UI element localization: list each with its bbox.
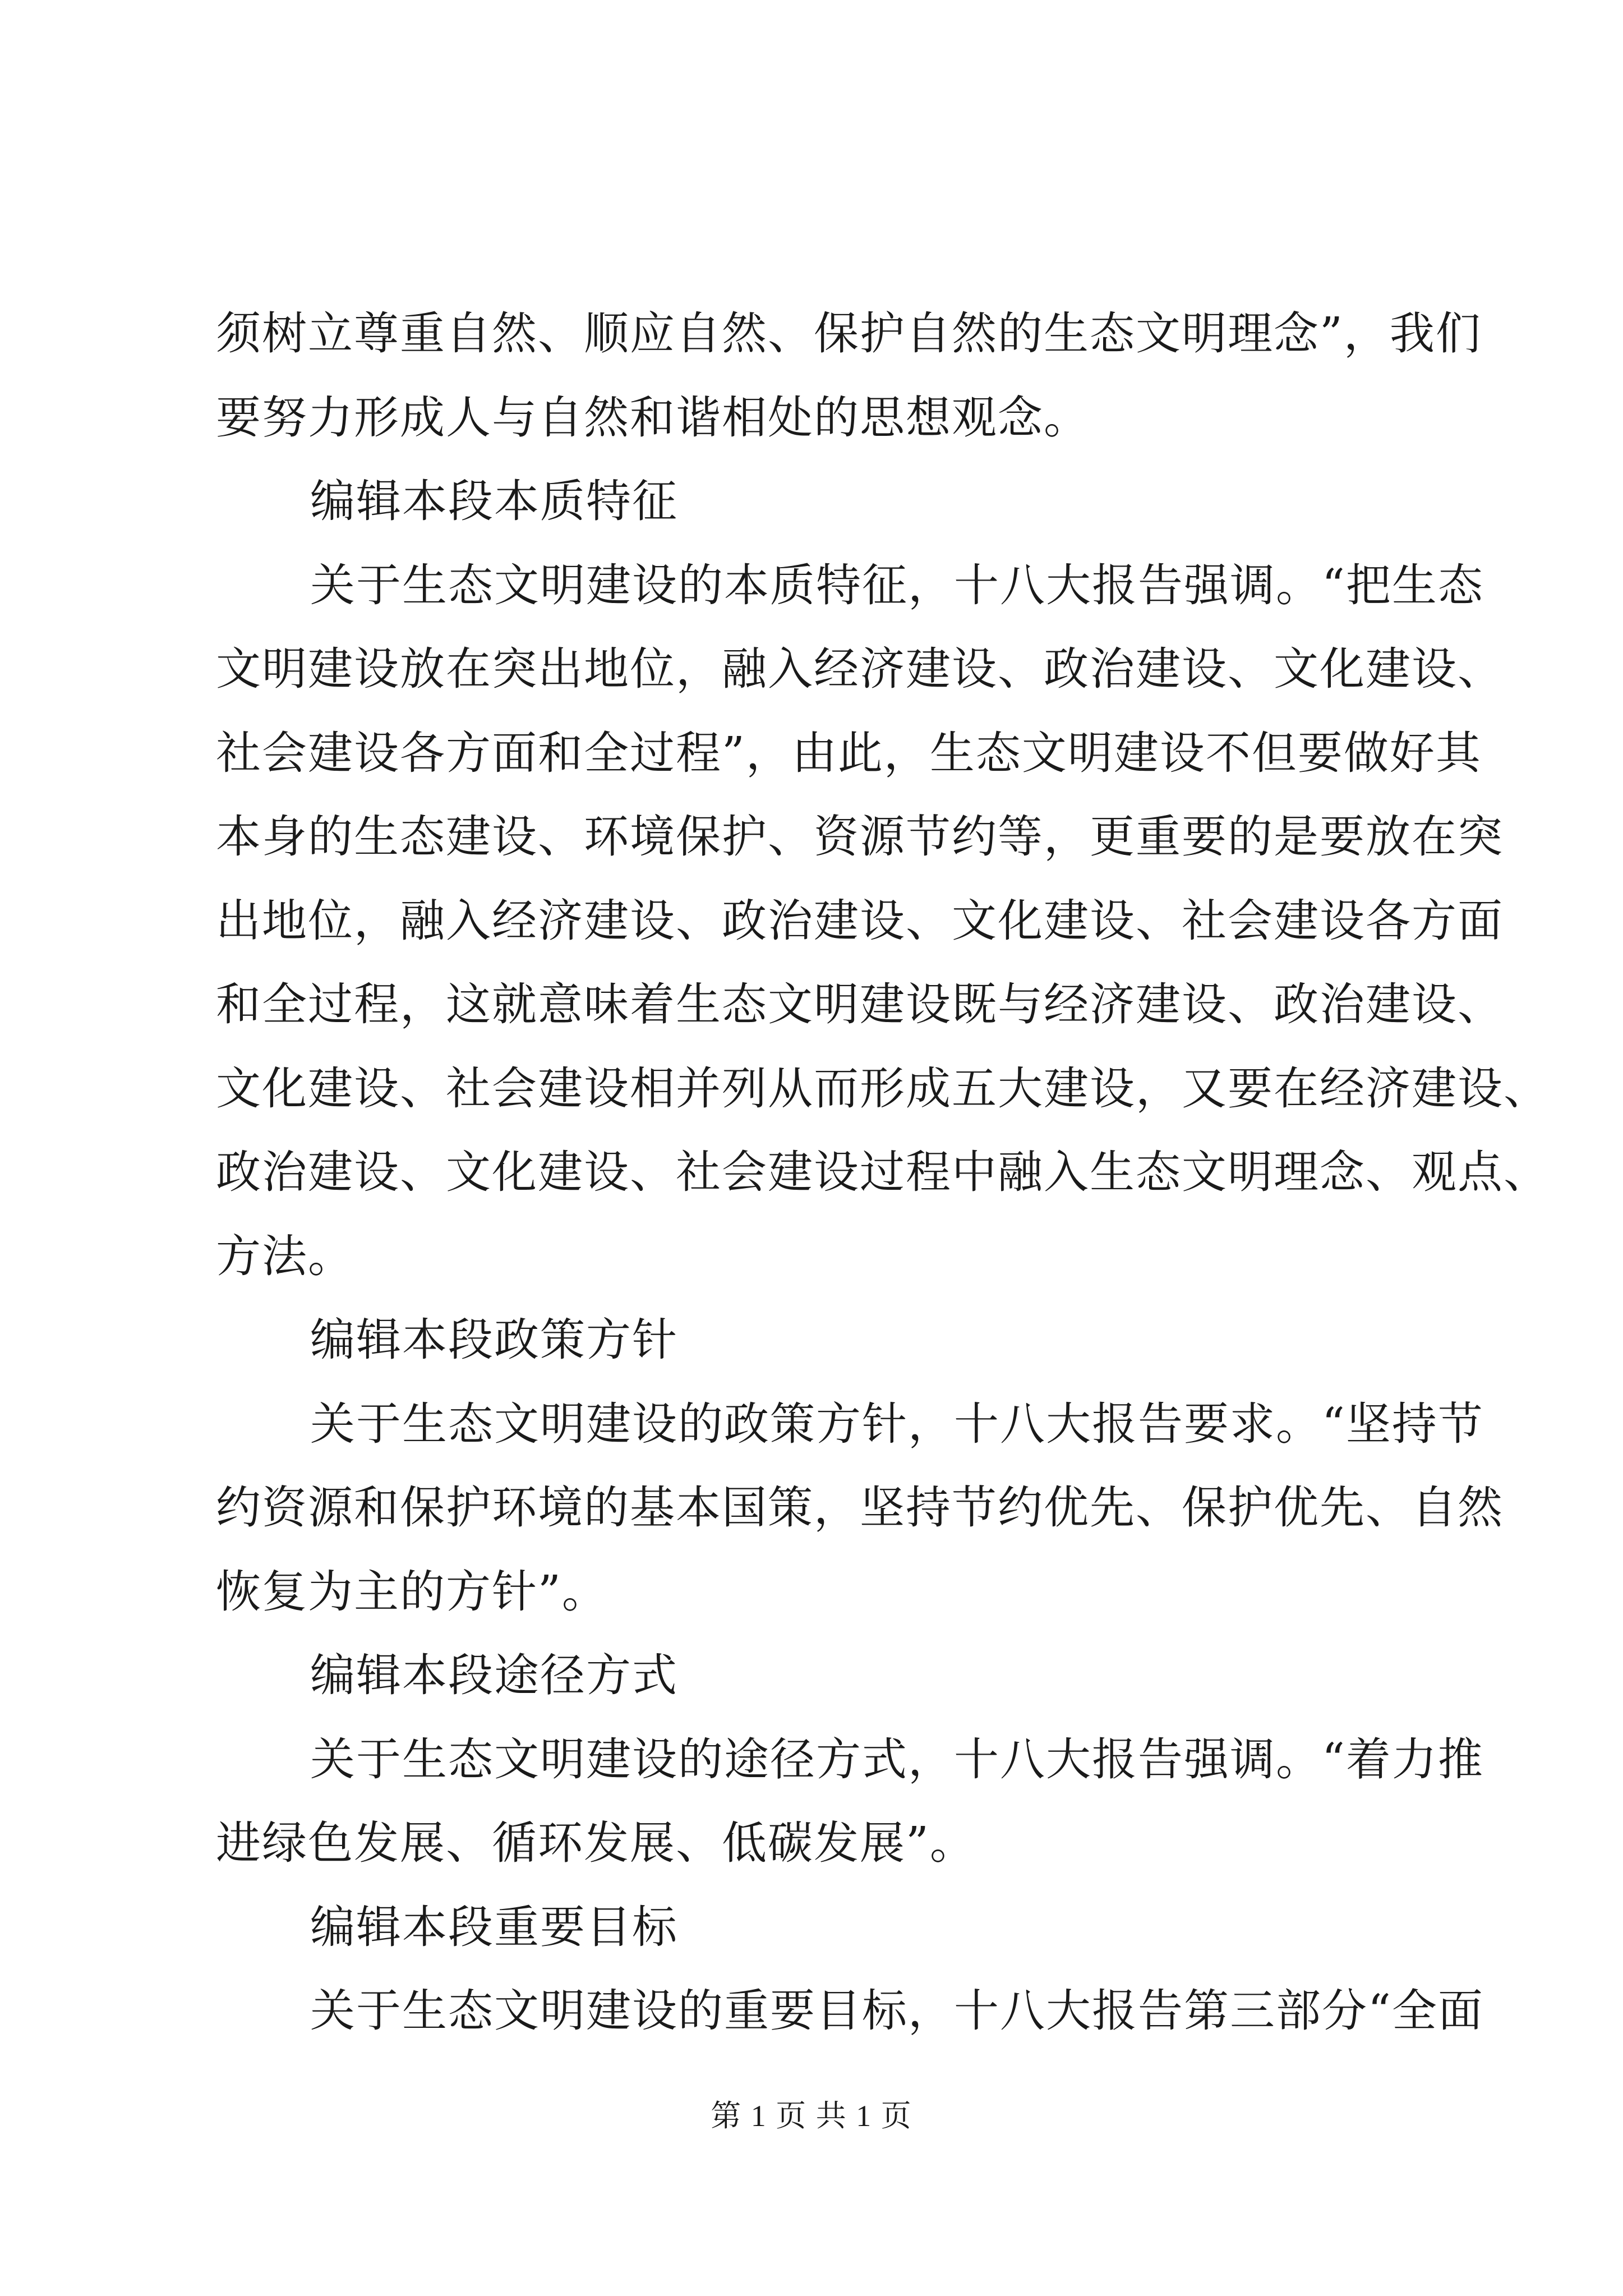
text-line: 关于生态文明建设的途径方式，十八大报告强调。“着力推 <box>310 1733 1484 1786</box>
text-line: 出地位，融入经济建设、政治建设、文化建设、社会建设各方面 <box>216 894 1504 947</box>
text-line: 进绿色发展、循环发展、低碳发展”。 <box>216 1817 976 1869</box>
section-heading: 编辑本段途径方式 <box>310 1649 678 1701</box>
section-heading: 编辑本段重要目标 <box>310 1901 678 1953</box>
text-line: 约资源和保护环境的基本国策，坚持节约优先、保护优先、自然 <box>216 1481 1504 1534</box>
page-footer: 第 1 页 共 1 页 <box>711 2099 912 2133</box>
document-body <box>216 292 1550 2053</box>
text-line: 关于生态文明建设的政策方针，十八大报告要求。“坚持节 <box>310 1397 1484 1450</box>
text-line: 要努力形成人与自然和谐相处的思想观念。 <box>216 391 1090 444</box>
section-heading: 编辑本段本质特征 <box>310 475 678 527</box>
text-line: 方法。 <box>216 1230 354 1282</box>
text-line: 文明建设放在突出地位，融入经济建设、政治建设、文化建设、 <box>216 643 1504 695</box>
text-line: 本身的生态建设、环境保护、资源节约等，更重要的是要放在突 <box>216 811 1504 863</box>
section-heading: 编辑本段政策方针 <box>310 1314 678 1366</box>
text-line: 恢复为主的方针”。 <box>216 1565 608 1618</box>
text-line: 关于生态文明建设的重要目标，十八大报告第三部分“全面 <box>310 1985 1484 2037</box>
text-line: 文化建设、社会建设相并列从而形成五大建设，又要在经济建设、 <box>216 1062 1550 1115</box>
text-line: 关于生态文明建设的本质特征，十八大报告强调。“把生态 <box>310 559 1484 611</box>
text-line: 和全过程，这就意味着生态文明建设既与经济建设、政治建设、 <box>216 978 1504 1030</box>
text-line: 政治建设、文化建设、社会建设过程中融入生态文明理念、观点、 <box>216 1146 1550 1198</box>
text-line: 须树立尊重自然、顺应自然、保护自然的生态文明理念”，我们 <box>216 307 1482 360</box>
text-line: 社会建设各方面和全过程”，由此，生态文明建设不但要做好其 <box>216 726 1482 779</box>
